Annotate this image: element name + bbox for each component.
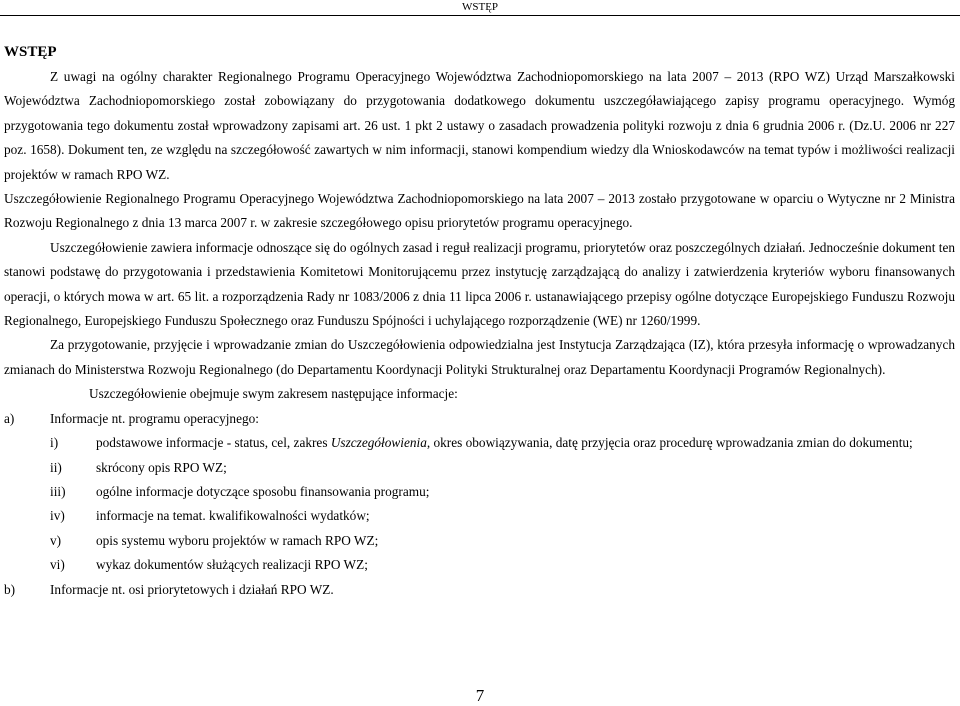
sublist-item (4, 553, 955, 577)
sublist-text-part: , okres obowiązywania, datę przyjęcia oraz procedurę wprowadzania zmian do dokumentu; (426, 435, 913, 451)
sublist-marker: v) (50, 532, 62, 548)
sublist-marker: iv) (50, 508, 65, 524)
paragraph-responsibility: Za przygotowanie, przyjęcie i wprowadzanie zmian do Uszczegółowienia odpowiedzialna jest Instytucja Zarządzająca (IZ), która przesyła informację o wprowadzanych zmianach do Ministerstwa Rozwoju Regionalnego (do Departamentu Koordynacji Polityki Strukturalnej oraz Departamentu Koordynacji Programów Regionalnych). (4, 337, 955, 377)
sublist-item (4, 480, 955, 504)
sublist-text-part: podstawowe informacje - status, cel, zakres (96, 435, 331, 451)
sublist-marker: vi) (50, 557, 65, 573)
sublist-item-text: ogólne informacje dotyczące sposobu finansowania programu; (96, 483, 430, 499)
list-marker: b) (4, 581, 16, 597)
paragraph-scope: Uszczegółowienie zawiera informacje odnoszące się do ogólnych zasad i reguł realizacji programu, priorytetów oraz poszczególnych działań. Jednocześnie dokument ten stanowi podstawę do przygotowania i przedstawienia Komitetowi Monitorującemu przez instytucję zarządzającą do analizy i zatwierdzenia kryteriów wyboru finansowanych operacji, o których mowa w art. 65 lit. a rozporządzenia Rady nr 1083/2006 z dnia 11 lipca 2006 r. ustanawiającego przepisy ogólne dotyczące Europejskiego Funduszu Rozwoju Regionalnego, Europejskiego Funduszu Społecznego oraz Funduszu Spójności i uchylającego rozporządzenie (WE) nr 1260/1999. (4, 239, 955, 329)
sublist-marker: iii) (50, 483, 66, 499)
paragraph-list-intro: Uszczegółowienie obejmuje swym zakresem następujące informacje: (89, 386, 458, 402)
sublist (4, 431, 955, 577)
section-heading: WSTĘP (4, 44, 57, 60)
list-marker: a) (4, 410, 15, 426)
paragraph-guidelines: Uszczegółowienie Regionalnego Programu Operacyjnego Województwa Zachodniopomorskiego na lata 2007 – 2013 zostało przygotowane w oparciu o Wytyczne nr 2 Ministra Rozwoju Regionalnego z dnia 13 marca 2007 r. w zakresie szczegółowego opisu priorytetów programu operacyjnego. (4, 191, 955, 231)
sublist-text-italic: Uszczegółowienia (330, 435, 427, 451)
list-item (4, 407, 955, 431)
sublist-item (4, 504, 955, 528)
document-body (4, 65, 955, 602)
sublist-marker: ii) (50, 459, 62, 475)
contents-list (4, 407, 955, 602)
header-divider (0, 15, 960, 16)
list-item-label: Informacje nt. osi priorytetowych i działań RPO WZ. (50, 581, 334, 597)
sublist-item (4, 529, 955, 553)
list-item-label: Informacje nt. programu operacyjnego: (50, 410, 259, 426)
sublist-item-text: opis systemu wyboru projektów w ramach RPO WZ; (96, 532, 379, 548)
sublist-item-text: wykaz dokumentów służących realizacji RPO WZ; (96, 557, 368, 573)
paragraph-intro: Z uwagi na ogólny charakter Regionalnego Programu Operacyjnego Województwa Zachodniopomorskiego na lata 2007 – 2013 (RPO WZ) Urząd Marszałkowski Województwa Zachodniopomorskiego został zobowiązany do przygotowania dodatkowego dokumentu uszczegóławiającego zapisy programu operacyjnego. Wymóg przygotowania tego dokumentu został wprowadzony zapisami art. 26 ust. 1 pkt 2 ustawy o zasadach prowadzenia polityki rozwoju z dnia 6 grudnia 2006 r. (Dz.U. 2006 nr 227 poz. 1658). Dokument ten, ze względu na szczegółowość zawartych w nim informacji, stanowi kompendium wiedzy dla Wnioskodawców na temat typów i możliwości realizacji projektów w ramach RPO WZ. (4, 69, 955, 182)
sublist-item-text: informacje na temat. kwalifikowalności wydatków; (96, 508, 370, 524)
page-number: 7 (475, 686, 485, 705)
sublist-item (4, 431, 955, 455)
sublist-item-text: skrócony opis RPO WZ; (96, 459, 227, 475)
list-item (4, 578, 955, 602)
sublist-item (4, 456, 955, 480)
sublist-marker: i) (50, 435, 59, 451)
running-header: WSTĘP (461, 1, 499, 13)
sublist-container (4, 431, 955, 577)
sublist-item-text (96, 431, 913, 455)
